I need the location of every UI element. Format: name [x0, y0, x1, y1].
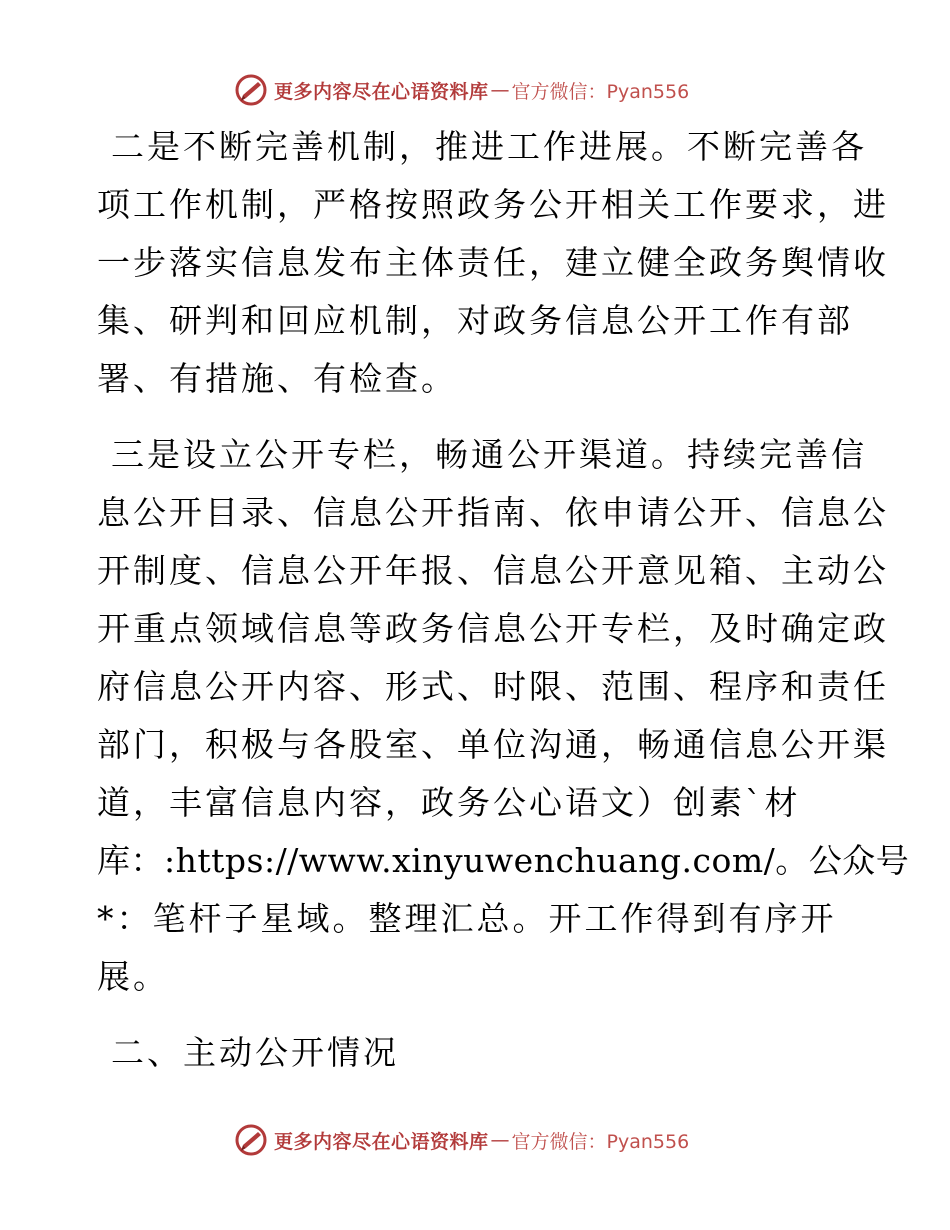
footer-watermark-banner — [234, 1122, 689, 1158]
logo-icon — [234, 73, 268, 107]
banner-wechat-text: 官方微信：Pyan556 — [511, 1130, 690, 1153]
paragraph-line: 府信息公开内容、形式、时限、范围、程序和责任 — [97, 667, 889, 706]
paragraph-line: 开重点领域信息等政务信息公开专栏，及时确定政 — [97, 609, 889, 648]
paragraph-line: 三是设立公开专栏，畅通公开渠道。持续完善信 — [111, 435, 867, 474]
paragraph-line: 道，丰富信息内容，政务公心语文）创素`材 — [97, 783, 801, 822]
paragraph-line: 部门，积极与各股室、单位沟通，畅通信息公开渠 — [97, 725, 889, 764]
paragraph-line: 展。 — [97, 957, 169, 996]
paragraph-line: 一步落实信息发布主体责任，建立健全政务舆情收 — [97, 243, 889, 282]
paragraph-line: 库：:https://www.xinyuwenchuang.com/。公众号 — [97, 841, 910, 880]
paragraph-line: 项工作机制，严格按照政务公开相关工作要求，进 — [97, 185, 889, 224]
banner-wechat-text: 官方微信：Pyan556 — [511, 80, 690, 103]
document-body — [97, 118, 910, 1082]
logo-icon — [234, 1123, 268, 1157]
paragraph-line: 集、研判和回应机制，对政务信息公开工作有部 — [97, 301, 853, 340]
banner-separator: — — [490, 1129, 510, 1151]
banner-separator: — — [490, 79, 510, 101]
paragraph-line: 二是不断完善机制，推进工作进展。不断完善各 — [111, 127, 867, 166]
paragraph-line: 开制度、信息公开年报、信息公开意见箱、主动公 — [97, 551, 889, 590]
banner-main-text: 更多内容尽在心语资料库 — [274, 80, 489, 103]
header-watermark-banner — [234, 72, 689, 108]
banner-main-text: 更多内容尽在心语资料库 — [274, 1130, 489, 1153]
section-heading: 二、主动公开情况 — [111, 1033, 399, 1072]
paragraph-line: 署、有措施、有检查。 — [97, 359, 457, 398]
paragraph-line: 息公开目录、信息公开指南、依申请公开、信息公 — [97, 493, 889, 532]
paragraph-mechanism — [97, 118, 889, 408]
paragraph-column — [97, 426, 910, 1006]
paragraph-line: *：笔杆子星域。整理汇总。开工作得到有序开 — [97, 899, 837, 938]
